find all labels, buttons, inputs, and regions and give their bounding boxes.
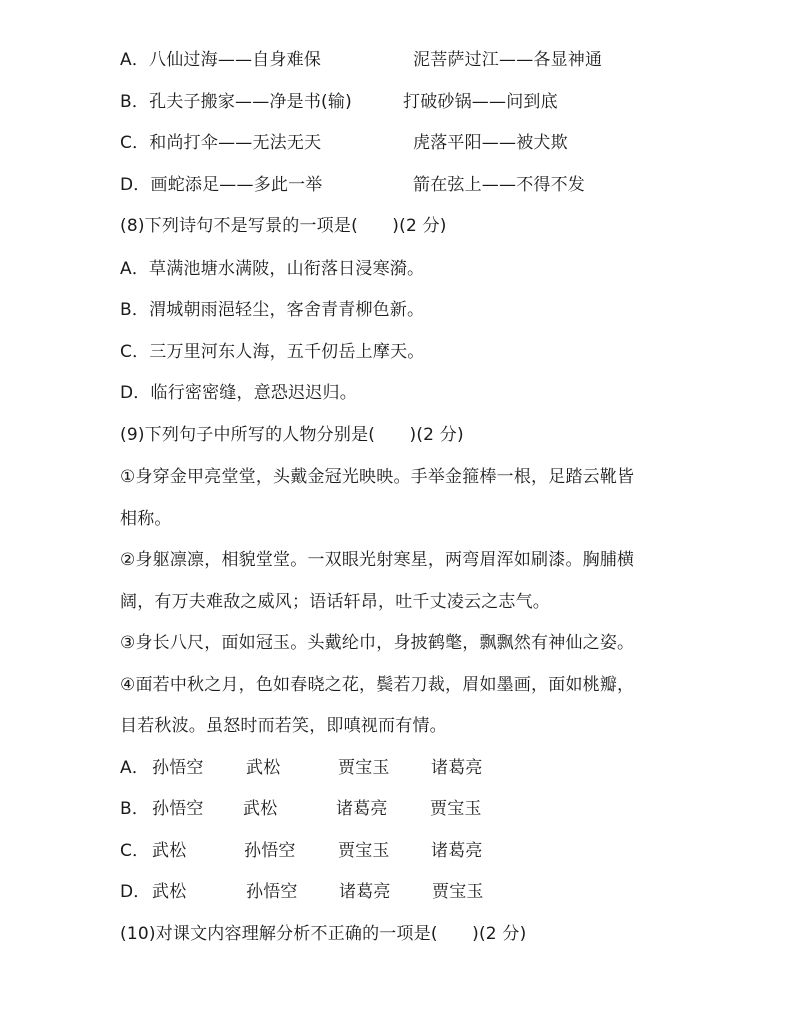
q7-option-c-left: C．和尚打伞——无法无天 — [120, 133, 322, 153]
q8-option-c: C．三万里河东人海，五千仞岳上摩天。 — [120, 342, 425, 362]
q9-option-name: 孙悟空 — [152, 758, 204, 778]
q9-option-name: 武松 — [152, 841, 187, 861]
q10-stem: (10)对课文内容理解分析不正确的一项是( )(2 分) — [120, 924, 527, 944]
q7-option-c-right: 虎落平阳——被犬欺 — [413, 133, 568, 153]
q9-option-name: 武松 — [243, 799, 278, 819]
q9-passage-4-line-1: ④面若中秋之月，色如春晓之花，鬓若刀裁，眉如墨画，面如桃瓣， — [120, 675, 635, 695]
q9-passage-4-line-2: 目若秋波。虽怒时而若笑，即嗔视而有情。 — [120, 716, 447, 736]
q8-option-a: A．草满池塘水满陂，山衔落日浸寒漪。 — [120, 259, 425, 279]
q9-option-name: 孙悟空 — [244, 841, 296, 861]
q7-option-d-left: D．画蛇添足——多此一举 — [120, 175, 323, 195]
q9-option-name: 武松 — [152, 882, 187, 902]
q9-option-name: 孙悟空 — [152, 799, 204, 819]
q9-passage-1-line-1: ①身穿金甲亮堂堂，头戴金冠光映映。手举金箍棒一根，足踏云靴皆 — [120, 467, 635, 487]
q9-stem: (9)下列句子中所写的人物分别是( )(2 分) — [120, 425, 464, 445]
q9-passage-1-line-2: 相称。 — [120, 509, 172, 529]
q9-option-name: 诸葛亮 — [431, 758, 483, 778]
q9-option-name: 武松 — [246, 758, 281, 778]
q9-option-name: 贾宝玉 — [432, 882, 484, 902]
q9-passage-2-line-2: 阔，有万夫难敌之威风；语话轩昂，吐千丈凌云之志气。 — [120, 592, 550, 612]
q7-option-a-left: A．八仙过海——自身难保 — [120, 50, 322, 70]
q9-option-name: 诸葛亮 — [336, 799, 388, 819]
q9-option-name: 诸葛亮 — [431, 841, 483, 861]
q7-option-b-right: 打破砂锅——问到底 — [403, 92, 558, 112]
q8-stem: (8)下列诗句不是写景的一项是( )(2 分) — [120, 216, 447, 236]
q9-option-name: 贾宝玉 — [430, 799, 482, 819]
q9-option-letter: D． — [120, 882, 151, 902]
q9-passage-2-line-1: ②身躯凛凛，相貌堂堂。一双眼光射寒星，两弯眉浑如刷漆。胸脯横 — [120, 550, 635, 570]
q9-option-name: 诸葛亮 — [339, 882, 391, 902]
q9-option-name: 贾宝玉 — [338, 758, 390, 778]
q9-option-name: 贾宝玉 — [338, 841, 390, 861]
q9-passage-3: ③身长八尺，面如冠玉。头戴纶巾，身披鹤氅，飘飘然有神仙之姿。 — [120, 633, 635, 653]
q9-option-letter: C． — [120, 841, 150, 861]
q7-option-b-left: B．孔夫子搬家——净是书(输) — [120, 92, 352, 112]
q9-option-letter: A． — [120, 758, 150, 778]
q7-option-a-right: 泥菩萨过江——各显神通 — [413, 50, 603, 70]
q9-option-name: 孙悟空 — [246, 882, 298, 902]
q8-option-b: B．渭城朝雨浥轻尘，客舍青青柳色新。 — [120, 300, 425, 320]
q9-option-letter: B． — [120, 799, 150, 819]
q7-option-d-right: 箭在弦上——不得不发 — [413, 175, 585, 195]
q8-option-d: D．临行密密缝，意恐迟迟归。 — [120, 383, 357, 403]
